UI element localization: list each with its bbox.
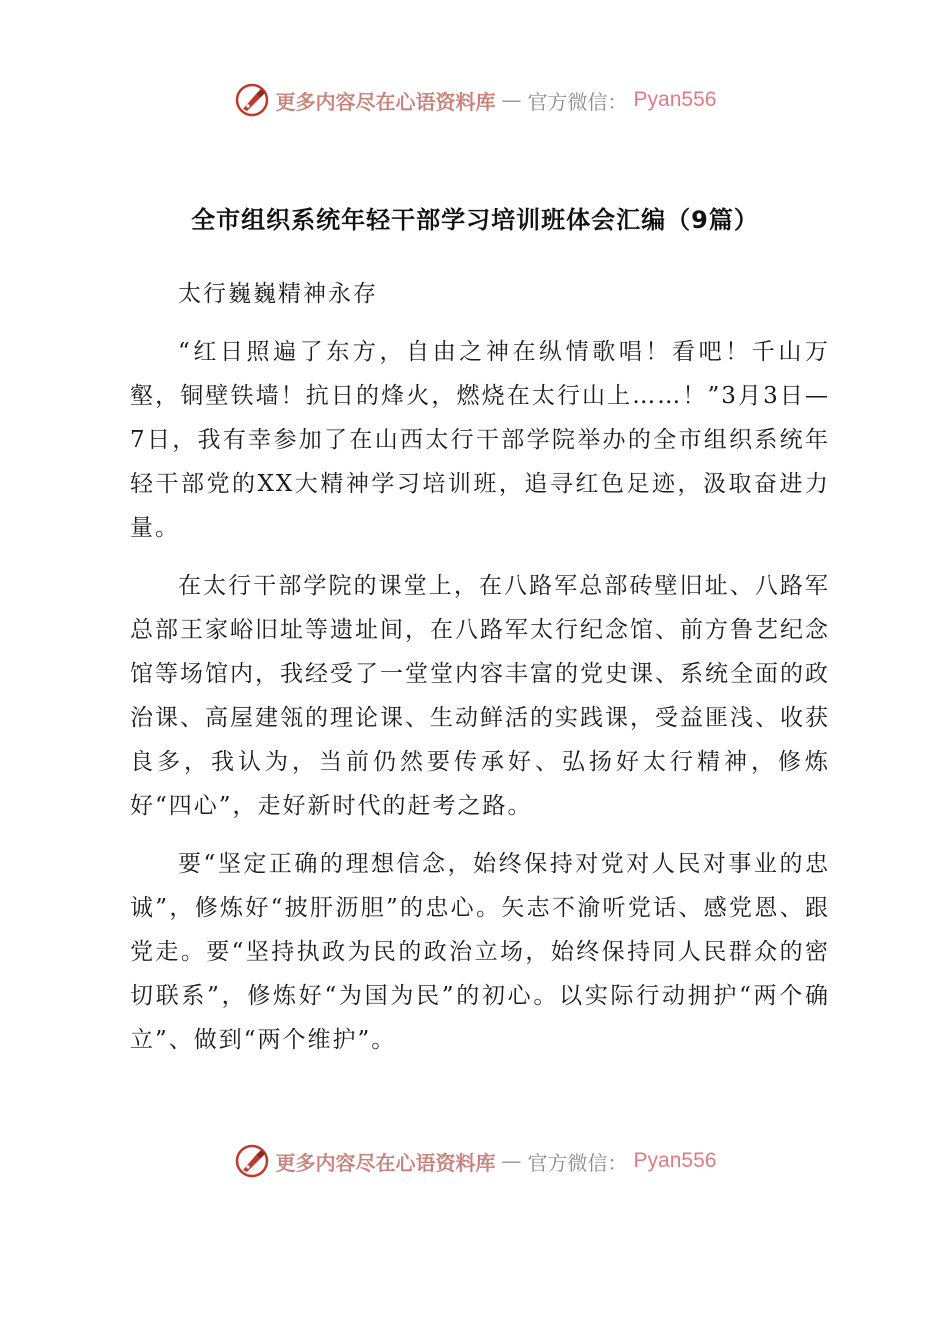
banner-wechat-id: Pyan556	[633, 88, 717, 111]
footer-banner	[0, 1143, 950, 1179]
header-banner	[0, 82, 950, 118]
paragraph-3: 要“坚定正确的理想信念，始终保持对党对人民对事业的忠诚”，修炼好“披肝沥胆”的忠心。矢志不渝听党话、感党恩、跟党走。要“坚持执政为民的政治立场，始终保持同人民群众的密切联系”，修炼好“为国为民”的初心。以实际行动拥护“两个确立”、做到“两个维护”。	[130, 851, 830, 1053]
banner-separator: —	[501, 1149, 522, 1173]
banner-site-text: 更多内容尽在心语资料库	[275, 89, 496, 114]
section-subtitle: 太行巍巍精神永存	[178, 281, 378, 307]
pen-nib-logo-icon	[234, 1143, 270, 1179]
pen-nib-logo-icon	[234, 82, 270, 118]
banner-site-text: 更多内容尽在心语资料库	[275, 1150, 496, 1175]
banner-separator: —	[501, 88, 522, 112]
banner-wechat-label: 官方微信：	[527, 89, 628, 114]
document-title: 全市组织系统年轻干部学习培训班体会汇编（9篇）	[191, 206, 759, 234]
banner-wechat-label: 官方微信：	[527, 1150, 628, 1175]
document-body	[130, 272, 830, 1076]
paragraph-2: 在太行干部学院的课堂上，在八路军总部砖壁旧址、八路军总部王家峪旧址等遗址间，在八路军太行纪念馆、前方鲁艺纪念馆等场馆内，我经受了一堂堂内容丰富的党史课、系统全面的政治课、高屋建瓴的理论课、生动鲜活的实践课，受益匪浅、收获良多，我认为，当前仍然要传承好、弘扬好太行精神，修炼好“四心”，走好新时代的赶考之路。	[130, 573, 830, 819]
paragraph-1: “红日照遍了东方，自由之神在纵情歌唱！看吧！千山万壑，铜壁铁墙！抗日的烽火，燃烧在太行山上……！”3月3日—7日，我有幸参加了在山西太行干部学院举办的全市组织系统年轻干部党的XX大精神学习培训班，追寻红色足迹，汲取奋进力量。	[130, 339, 830, 541]
banner-wechat-id: Pyan556	[633, 1149, 717, 1172]
